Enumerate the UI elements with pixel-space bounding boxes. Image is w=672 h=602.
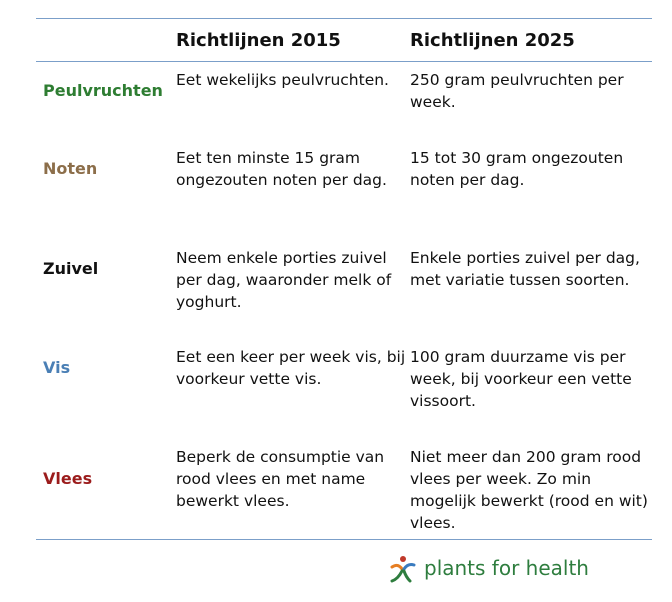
top-rule [36, 18, 652, 19]
bottom-rule [36, 539, 652, 540]
cell-2015-vis: Eet een keer per week vis, bij voorkeur vette vis. [176, 348, 406, 388]
category-vlees: Vlees [43, 469, 93, 488]
cell-2015-vlees: Beperk de consumptie van rood vlees en met name bewerkt vlees. [176, 448, 385, 510]
category-zuivel: Zuivel [43, 259, 99, 278]
header-2025: Richtlijnen 2025 [410, 30, 575, 51]
logo-text: plants for health [424, 556, 589, 580]
cell-2025-peulvruchten: 250 gram peulvruchten per week. [410, 71, 624, 111]
cell-2015-noten: Eet ten minste 15 gram ongezouten noten per dag. [176, 149, 387, 189]
cell-2025-vis: 100 gram duurzame vis per week, bij voorkeur een vette vissoort. [410, 348, 632, 410]
cell-2025-zuivel: Enkele porties zuivel per dag, met variatie tussen soorten. [410, 249, 640, 289]
category-peulvruchten: Peulvruchten [43, 81, 163, 100]
header-rule [36, 61, 652, 62]
category-vis: Vis [43, 358, 71, 377]
category-noten: Noten [43, 159, 98, 178]
cell-2015-peulvruchten: Eet wekelijks peulvruchten. [176, 71, 389, 89]
plants-for-health-logo-icon [386, 553, 418, 585]
cell-2015-zuivel: Neem enkele porties zuivel per dag, waaronder melk of yoghurt. [176, 249, 392, 311]
cell-2025-vlees: Niet meer dan 200 gram rood vlees per week. Zo min mogelijk bewerkt (rood en wit) vlees. [410, 448, 648, 532]
header-2015: Richtlijnen 2015 [176, 30, 341, 51]
cell-2025-noten: 15 tot 30 gram ongezouten noten per dag. [410, 149, 624, 189]
